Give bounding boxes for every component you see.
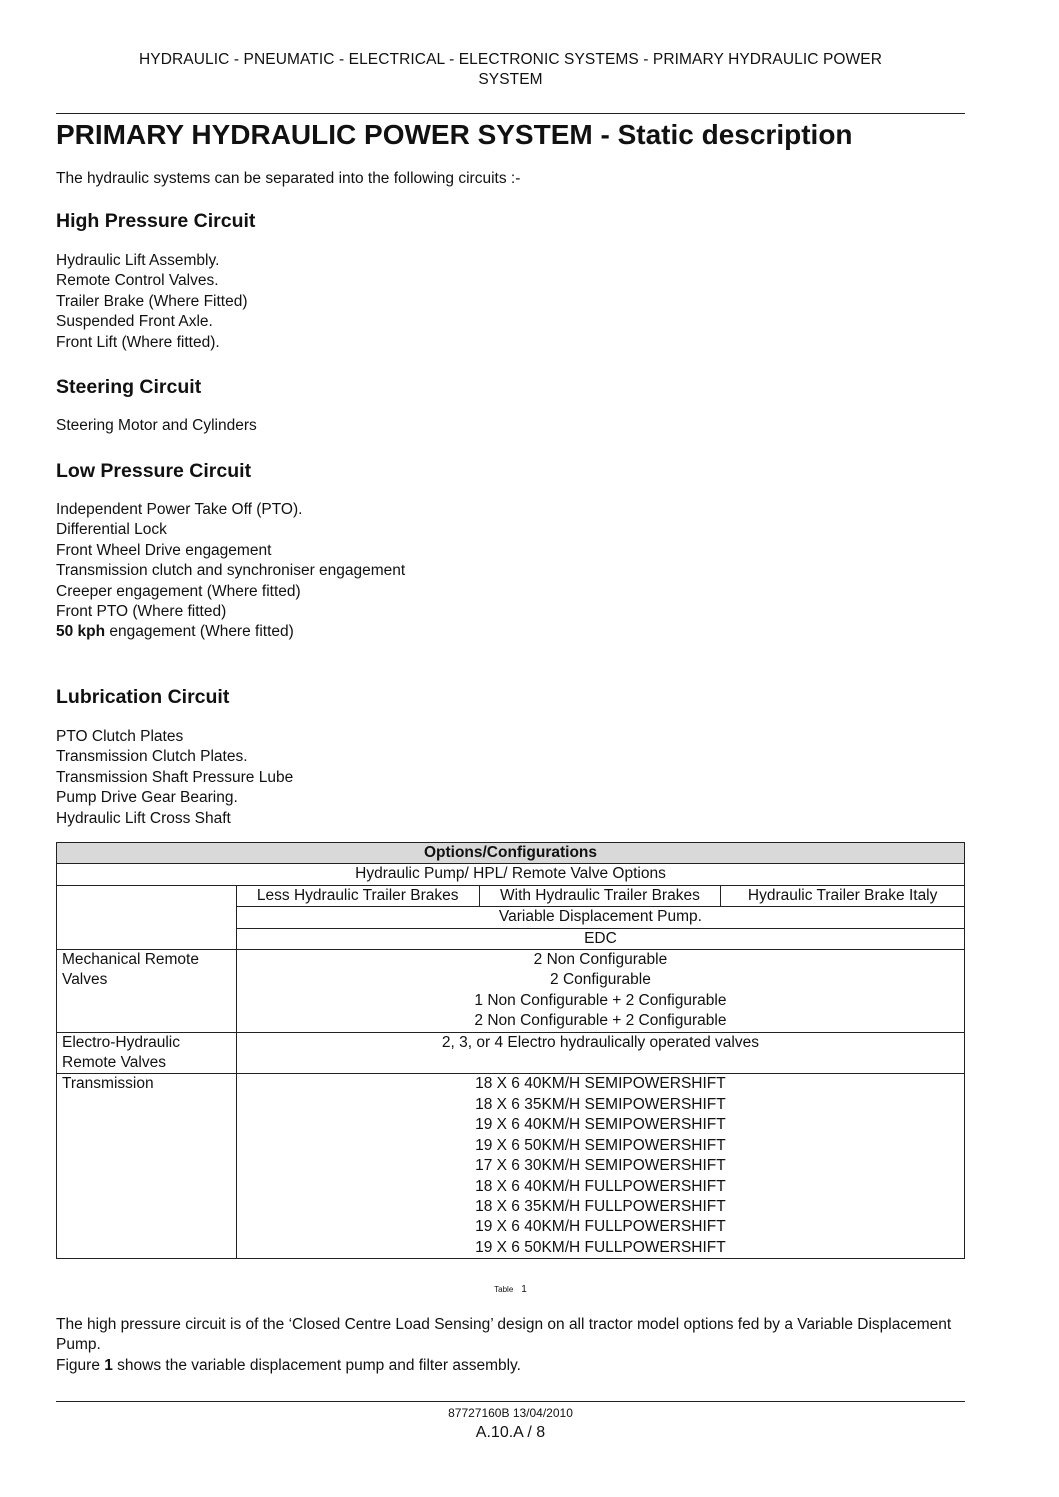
list-item: PTO Clutch Plates — [56, 728, 184, 745]
footer-rule — [56, 1401, 965, 1402]
running-header — [56, 50, 965, 90]
table-row — [57, 1074, 965, 1259]
row-label-transmission: Transmission — [57, 1074, 237, 1259]
table-caption — [56, 1284, 965, 1295]
table-row — [57, 864, 965, 885]
table-cell-empty — [57, 885, 237, 949]
column-header: Less Hydraulic Trailer Brakes — [236, 885, 479, 906]
pump-cell: Variable Displacement Pump. — [236, 907, 964, 928]
table-row — [57, 843, 965, 864]
figure-reference: Figure 1 shows the variable displacement pump and filter assembly. — [56, 1356, 521, 1374]
low-pressure-list — [56, 500, 405, 643]
transmission-values: 18 X 6 40KM/H SEMIPOWERSHIFT 18 X 6 35KM/H SEMIPOWERSHIFT 19 X 6 40KM/H SEMIPOWERSHIFT 19 X 6 50KM/H SEMIPOWERSHIFT 17 X 6 30KM/H SEMIPOWERSHIFT 18 X 6 40KM/H FULLPOWERSHIFT 18 X 6 35KM/H FULLPOWERSHIFT 19 X 6 40KM/H FULLPOWERSHIFT 19 X 6 50KM/H FULLPOWERSHIFT — [236, 1074, 964, 1259]
table-caption-number: 1 — [521, 1284, 527, 1295]
body-paragraph: The high pressure circuit is of the ‘Closed Centre Load Sensing’ design on all tractor model options fed by a Variable Displacement Pump. — [56, 1316, 952, 1354]
low-pressure-heading: Low Pressure Circuit — [56, 460, 252, 482]
row-label-electro: Electro-Hydraulic Remote Valves — [57, 1032, 237, 1074]
control-cell: EDC — [236, 928, 964, 949]
list-item: Front Wheel Drive engagement — [56, 541, 272, 559]
options-configurations-table — [56, 842, 965, 1259]
running-header-line-1: HYDRAULIC - PNEUMATIC - ELECTRICAL - ELECTRONIC SYSTEMS - PRIMARY HYDRAULIC POWER — [138, 51, 883, 68]
intro-text: The hydraulic systems can be separated into the following circuits :- — [56, 170, 521, 187]
list-item: Hydraulic Lift Assembly. — [56, 252, 220, 269]
table-caption-label: Table — [494, 1285, 514, 1294]
list-item: Transmission Shaft Pressure Lube — [56, 768, 294, 786]
speed-label: 50 kph — [56, 623, 106, 641]
lubrication-heading: Lubrication Circuit — [56, 686, 230, 708]
list-item: Trailer Brake (Where Fitted) — [56, 292, 248, 310]
column-header: With Hydraulic Trailer Brakes — [479, 885, 721, 906]
table-row — [57, 885, 965, 906]
table-title: Options/Configurations — [57, 843, 965, 864]
list-item: Transmission clutch and synchroniser engagement — [56, 562, 406, 580]
high-pressure-heading: High Pressure Circuit — [56, 210, 256, 232]
table-subtitle: Hydraulic Pump/ HPL/ Remote Valve Options — [57, 864, 965, 885]
row-label-mechanical: Mechanical Remote Valves — [57, 950, 237, 1033]
steering-list — [56, 416, 257, 436]
table-row — [57, 950, 965, 1033]
list-item: Hydraulic Lift Cross Shaft — [56, 809, 231, 827]
list-item: Differential Lock — [56, 521, 167, 539]
figure-number: 1 — [104, 1356, 113, 1374]
mechanical-values: 2 Non Configurable 2 Configurable 1 Non Configurable + 2 Configurable 2 Non Configurable + 2 Configurable — [236, 950, 964, 1033]
page-title: PRIMARY HYDRAULIC POWER SYSTEM - Static description — [56, 119, 853, 150]
table-row — [57, 1032, 965, 1074]
running-header-line-2: SYSTEM — [478, 71, 543, 88]
document-code: 87727160B 13/04/2010 — [448, 1406, 573, 1420]
high-pressure-list — [56, 251, 248, 353]
speed-label-rest: engagement (Where fitted) — [105, 623, 294, 641]
list-item: Pump Drive Gear Bearing. — [56, 789, 238, 807]
column-header: Hydraulic Trailer Brake Italy — [721, 885, 965, 906]
list-item: Independent Power Take Off (PTO). — [56, 501, 303, 518]
list-item: Front PTO (Where fitted) — [56, 603, 227, 621]
page-number: A.10.A / 8 — [475, 1424, 546, 1441]
list-item — [56, 622, 405, 642]
header-rule — [56, 113, 965, 114]
list-item: Front Lift (Where fitted). — [56, 333, 220, 351]
body-text — [56, 1315, 965, 1376]
list-item: Suspended Front Axle. — [56, 313, 213, 331]
lubrication-list — [56, 727, 293, 829]
electro-value: 2, 3, or 4 Electro hydraulically operated valves — [236, 1032, 964, 1074]
list-item: Transmission Clutch Plates. — [56, 748, 248, 766]
list-item: Creeper engagement (Where fitted) — [56, 582, 301, 600]
steering-heading: Steering Circuit — [56, 376, 202, 398]
list-item: Steering Motor and Cylinders — [56, 417, 257, 434]
list-item: Remote Control Valves. — [56, 272, 219, 290]
